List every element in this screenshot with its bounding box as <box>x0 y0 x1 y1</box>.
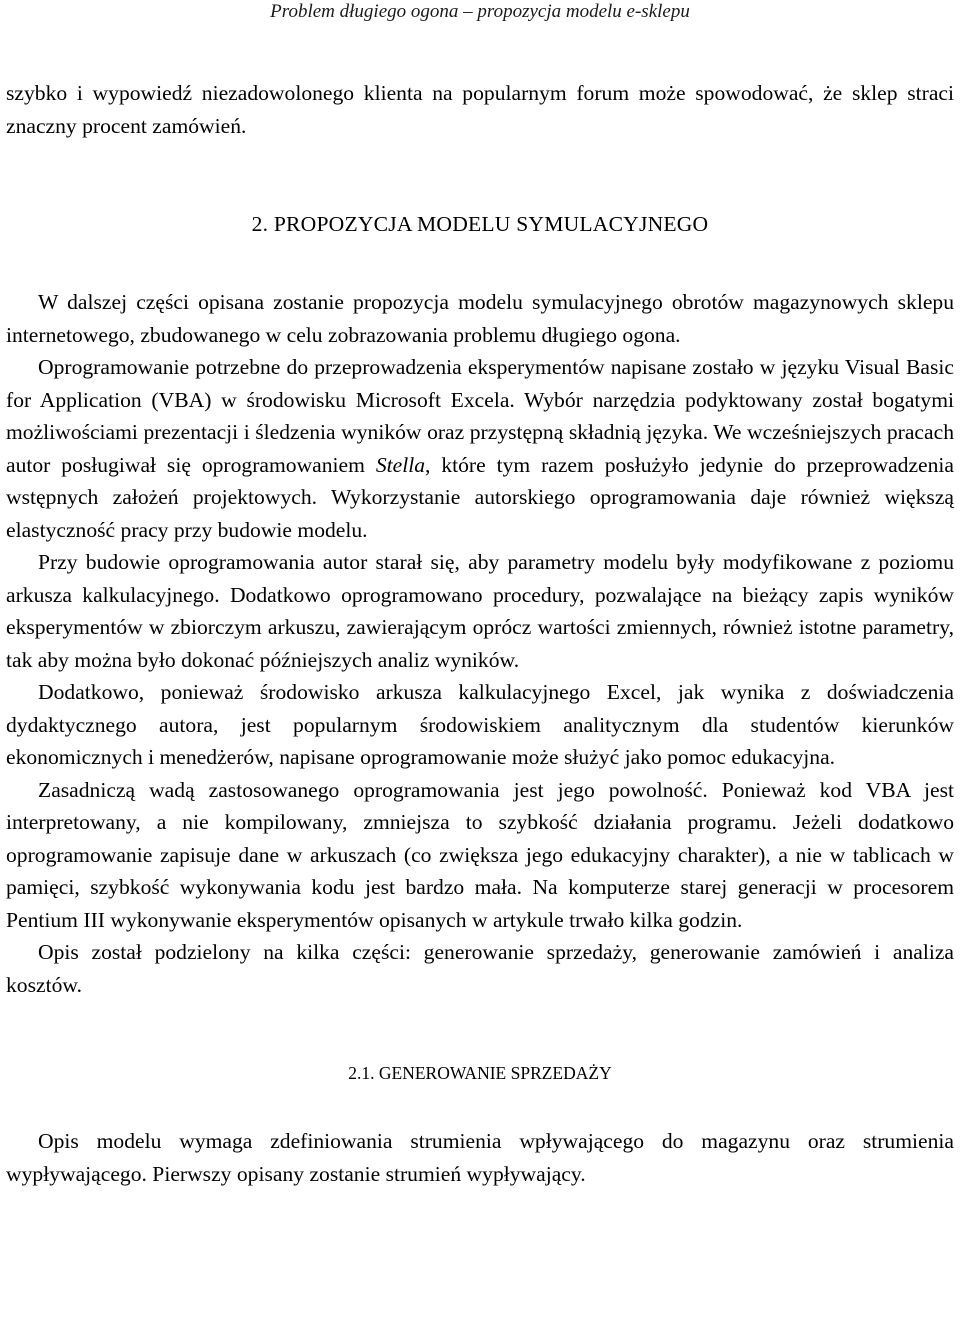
software-name-stella: Stella <box>375 452 426 477</box>
running-header: Problem długiego ogona – propozycja modelu e-sklepu <box>270 1 690 22</box>
paragraph-intro: W dalszej części opisana zostanie propozycja modelu symulacyjnego obrotów magazynowych sklepu internetowego, zbudowanego w celu zobrazowania problemu długiego ogona. <box>6 290 954 347</box>
section-heading: 2. PROPOZYCJA MODELU SYMULACYJNEGO <box>251 212 709 236</box>
paragraph-software-text-2: , które tym razem posłużyło jedynie do przeprowadzenia wstępnych założeń projektowych. Wykorzystanie autorskiego oprogramowania daje również większą elastyczność pracy przy budowie modelu. <box>6 452 954 542</box>
subsection-heading: 2.1. GENEROWANIE SPRZEDAŻY <box>348 1063 612 1083</box>
paragraph-software-text-1: Oprogramowanie potrzebne do przeprowadzenia eksperymentów napisane zostało w języku Visual Basic for Application (VBA) w środowisku Microsoft Excela. Wybór narzędzia podyktowany został bogatymi możliwościami prezentacji i śledzenia wyników oraz przystępną składnią języka. We wcześniejszych pracach autor posługiwał się oprogramowaniem <box>6 355 954 477</box>
paragraph-parameters: Przy budowie oprogramowania autor starał się, aby parametry modelu były modyfikowane z poziomu arkusza kalkulacyjnego. Dodatkowo oprogramowano procedury, pozwalające na bieżący zapis wyników eksperymentów w zbiorczym arkuszu, zawierającym oprócz wartości zmiennych, również istotne parametry, tak aby można było dokonać późniejszych analiz wyników. <box>6 550 954 672</box>
paragraph-structure: Opis został podzielony na kilka części: generowanie sprzedaży, generowanie zamówień i analiza kosztów. <box>6 940 954 997</box>
paragraph-performance: Zasadniczą wadą zastosowanego oprogramowania jest jego powolność. Ponieważ kod VBA jest interpretowany, a nie kompilowany, zmniejsza to szybkość działania programu. Jeżeli dodatkowo oprogramowanie zapisuje dane w arkuszach (co zwiększa jego edukacyjny charakter), a nie w tablicach w pamięci, szybkość wykonywania kodu jest bardzo mała. Na komputerze starej generacji w procesorem Pentium III wykonywanie eksperymentów opisanych w artykule trwało kilka godzin. <box>6 777 954 932</box>
paragraph-excel-education: Dodatkowo, ponieważ środowisko arkusza kalkulacyjnego Excel, jak wynika z doświadczenia dydaktycznego autora, jest popularnym środowiskiem analitycznym dla studentów kierunków ekonomicznych i menedżerów, napisane oprogramowanie może służyć jako pomoc edukacyjna. <box>6 680 954 769</box>
document-page <box>6 0 954 1190</box>
paragraph-software <box>6 351 954 546</box>
paragraph-model-streams: Opis modelu wymaga zdefiniowania strumienia wpływającego do magazynu oraz strumienia wypływającego. Pierwszy opisany zostanie strumień wypływający. <box>6 1129 954 1186</box>
subsection <box>6 1061 954 1190</box>
paragraph-continuation: szybko i wypowiedź niezadowolonego klienta na popularnym forum może spowodować, że sklep straci znaczny procent zamówień. <box>6 81 954 138</box>
